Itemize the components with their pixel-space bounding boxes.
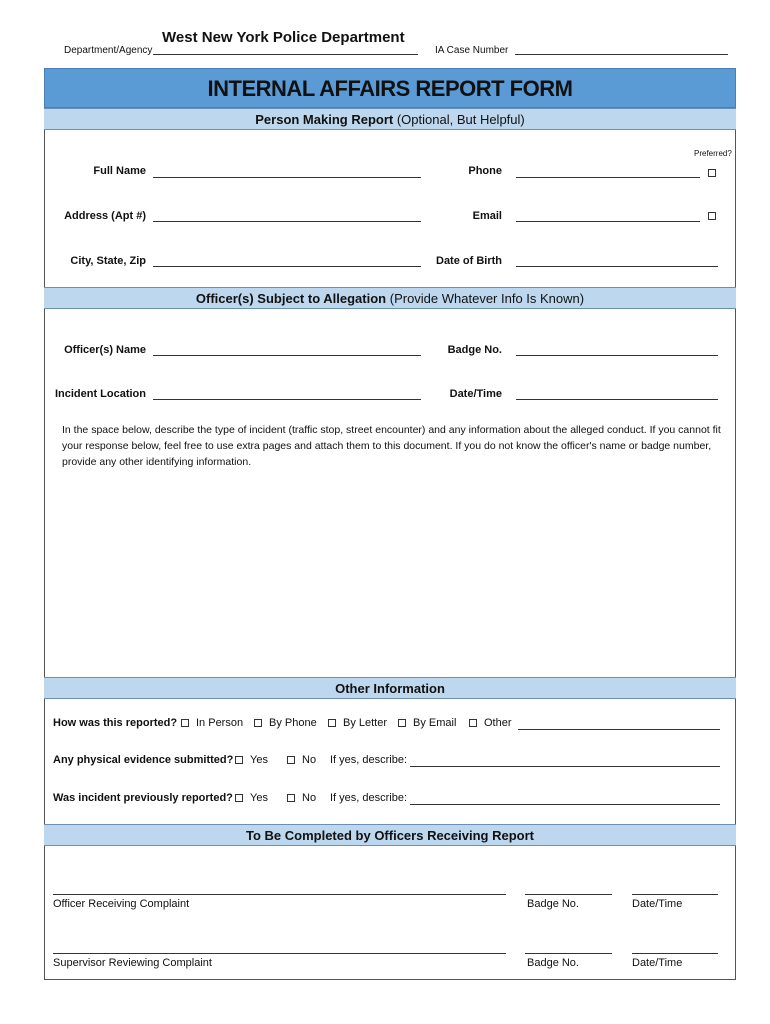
badge-no-label: Badge No. [447, 344, 502, 356]
by-email-checkbox[interactable] [398, 719, 406, 727]
full-name-label: Full Name [93, 165, 146, 177]
previous-describe-field[interactable] [410, 804, 720, 805]
dob-label: Date of Birth [436, 255, 502, 267]
supervisor-badge-field[interactable] [525, 953, 612, 954]
officer-name-label: Officer(s) Name [64, 344, 146, 356]
officer-receiving-signature-field[interactable] [53, 894, 506, 895]
dob-field[interactable] [516, 266, 718, 267]
evidence-yes-checkbox[interactable] [235, 756, 243, 764]
previous-no-label: No [302, 792, 317, 804]
incident-description-area[interactable] [60, 475, 720, 670]
previously-reported-label: Was incident previously reported? [53, 792, 233, 804]
supervisor-badge-label: Badge No. [527, 957, 579, 969]
physical-evidence-label: Any physical evidence submitted? [53, 754, 234, 766]
evidence-if-yes-label: If yes, describe: [330, 754, 408, 766]
incident-location-field[interactable] [153, 399, 421, 400]
email-field[interactable] [516, 221, 700, 222]
other-option: Other [484, 717, 512, 729]
case-number-field[interactable] [515, 54, 728, 55]
phone-preferred-checkbox[interactable] [708, 169, 716, 177]
email-preferred-checkbox[interactable] [708, 212, 716, 220]
previous-if-yes-label: If yes, describe: [330, 792, 408, 804]
incident-location-label: Incident Location [54, 388, 146, 400]
evidence-describe-field[interactable] [410, 766, 720, 767]
phone-field[interactable] [516, 177, 700, 178]
supervisor-reviewing-label: Supervisor Reviewing Complaint [53, 957, 212, 969]
officer-receiving-badge-label: Badge No. [527, 898, 579, 910]
officer-receiving-label: Officer Receiving Complaint [53, 898, 190, 910]
evidence-no-label: No [302, 754, 317, 766]
city-label: City, State, Zip [70, 255, 146, 267]
officers-section-title: To Be Completed by Officers Receiving Report [246, 828, 534, 843]
address-field[interactable] [153, 221, 421, 222]
previous-no-checkbox[interactable] [287, 794, 295, 802]
how-reported-label: How was this reported? [53, 717, 178, 729]
form-title: INTERNAL AFFAIRS REPORT FORM [44, 68, 736, 108]
badge-no-field[interactable] [516, 355, 718, 356]
by-letter-option: By Letter [343, 717, 388, 729]
incident-instructions: In the space below, describe the type of incident (traffic stop, street encounter) and any information about the alleged conduct. If you cannot fit your response below, feel free to use extra pages and attach them to this document. If you do not know the officer's name or badge number, provide any other identifying information. [62, 424, 721, 468]
person-section-title: Person Making Report [255, 112, 394, 127]
officer-receiving-datetime-field[interactable] [632, 894, 718, 895]
by-phone-option: By Phone [269, 717, 317, 729]
agency-name: West New York Police Department [162, 29, 405, 46]
evidence-no-checkbox[interactable] [287, 756, 295, 764]
officer-section-note: (Provide Whatever Info Is Known) [389, 291, 585, 306]
supervisor-signature-field[interactable] [53, 953, 506, 954]
incident-datetime-field[interactable] [516, 399, 718, 400]
incident-datetime-label: Date/Time [449, 388, 502, 400]
email-label: Email [472, 210, 502, 222]
by-phone-checkbox[interactable] [254, 719, 262, 727]
in-person-checkbox[interactable] [181, 719, 189, 727]
person-section-header [44, 108, 736, 130]
department-label: Department/Agency [64, 45, 153, 56]
address-label: Address (Apt #) [64, 210, 146, 222]
by-email-option: By Email [413, 717, 457, 729]
other-checkbox[interactable] [469, 719, 477, 727]
officer-name-field[interactable] [153, 355, 421, 356]
officer-section-header [44, 287, 736, 309]
supervisor-datetime-label: Date/Time [632, 957, 683, 969]
preferred-label: Preferred? [694, 149, 732, 158]
officers-section-header [44, 824, 736, 846]
other-describe-field[interactable] [518, 729, 720, 730]
officer-receiving-badge-field[interactable] [525, 894, 612, 895]
other-section-header [44, 677, 736, 699]
person-section-note: (Optional, But Helpful) [396, 112, 525, 127]
other-section-title: Other Information [335, 681, 445, 696]
department-field[interactable] [153, 54, 418, 55]
evidence-yes-label: Yes [250, 754, 268, 766]
previous-yes-label: Yes [250, 792, 268, 804]
previous-yes-checkbox[interactable] [235, 794, 243, 802]
officer-receiving-datetime-label: Date/Time [632, 898, 683, 910]
phone-label: Phone [468, 165, 502, 177]
officer-section-title: Officer(s) Subject to Allegation [195, 291, 387, 306]
case-number-label: IA Case Number [435, 45, 509, 56]
city-field[interactable] [153, 266, 421, 267]
full-name-field[interactable] [153, 177, 421, 178]
in-person-option: In Person [196, 717, 244, 729]
supervisor-datetime-field[interactable] [632, 953, 718, 954]
by-letter-checkbox[interactable] [328, 719, 336, 727]
